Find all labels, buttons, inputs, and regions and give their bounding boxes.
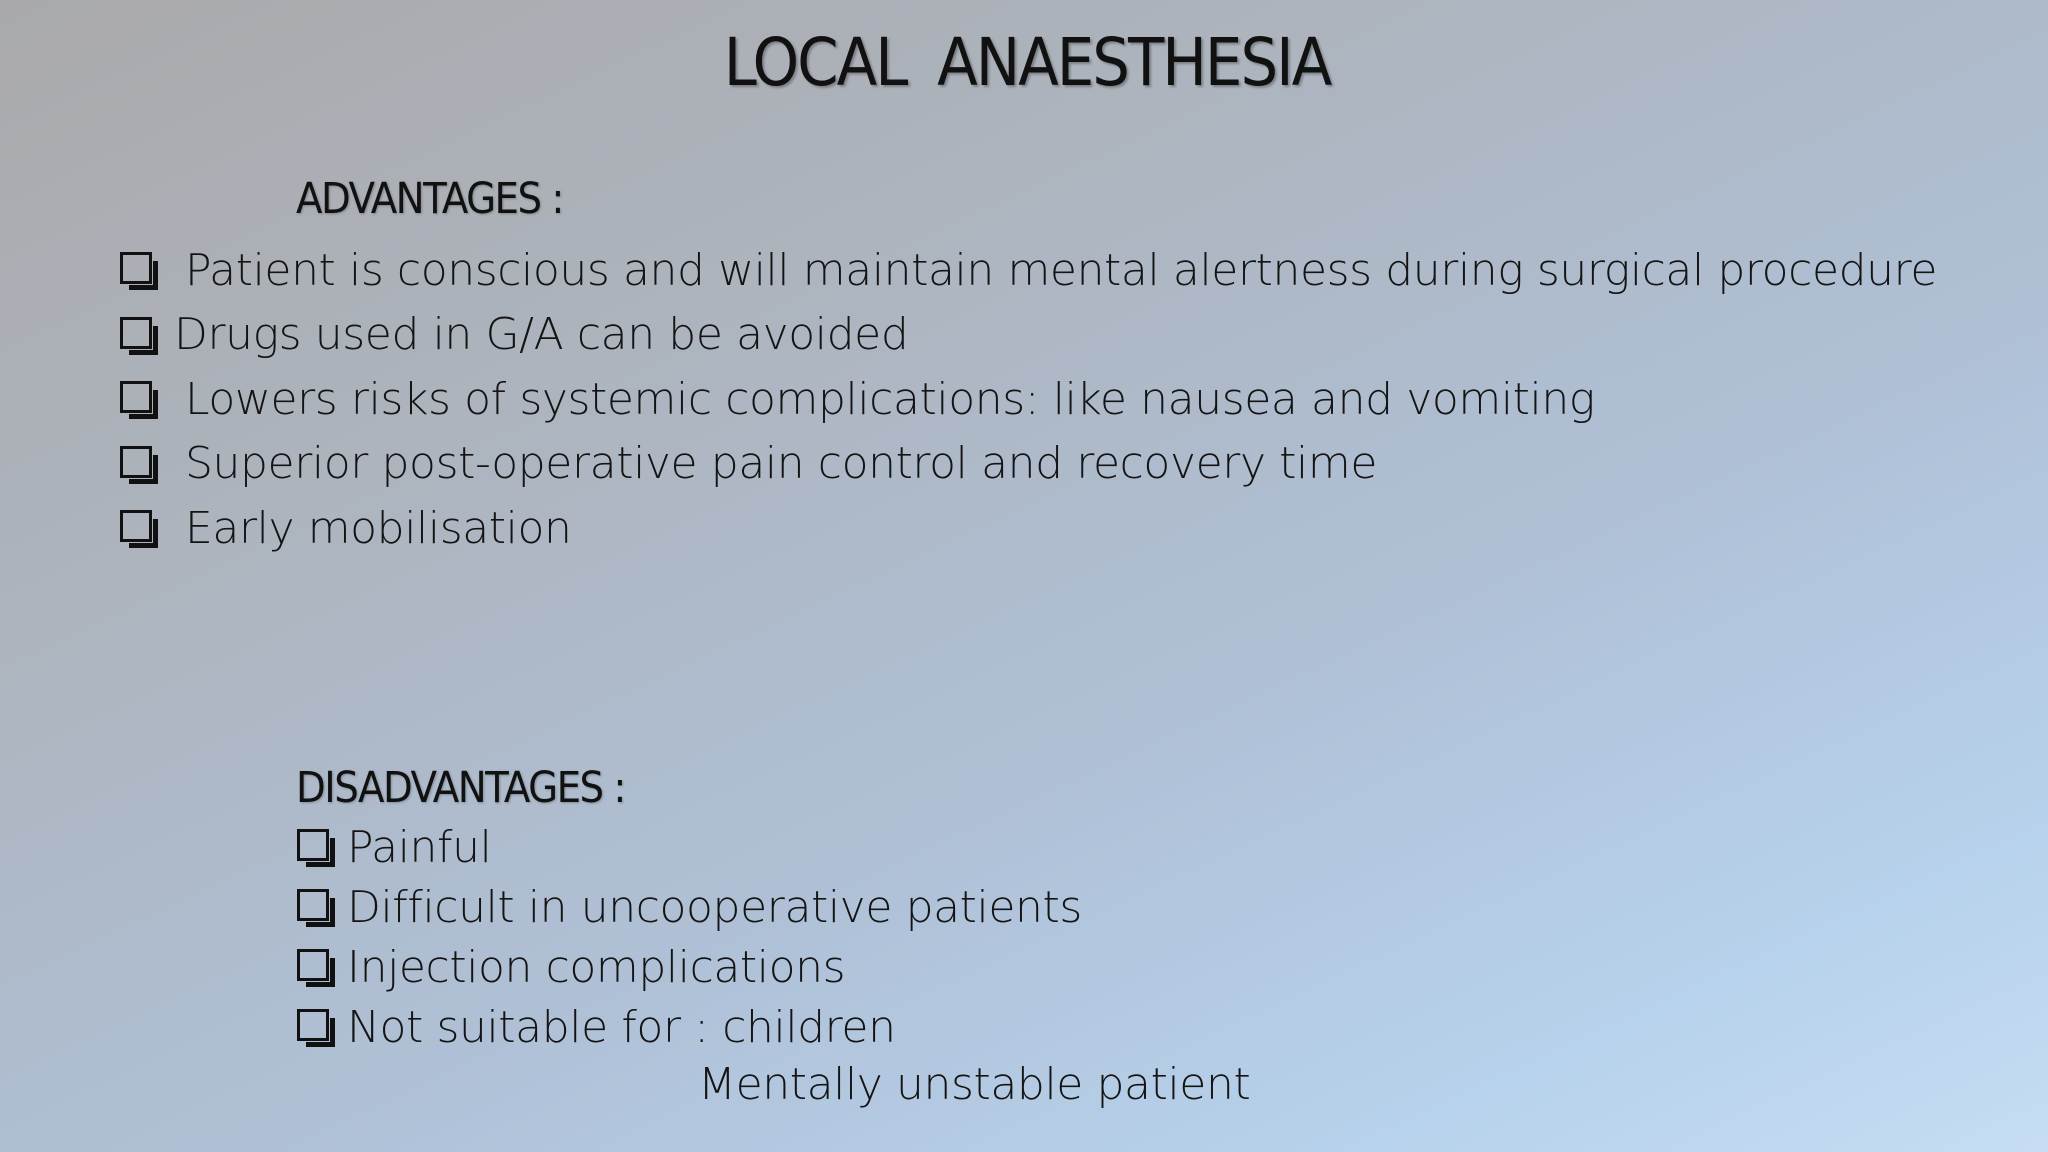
advantages-heading: ADVANTAGES : bbox=[296, 174, 563, 224]
advantages-item-text: Early mobilisation bbox=[185, 502, 572, 554]
advantages-item-text: Drugs used in G/A can be avoided bbox=[174, 309, 909, 361]
disadvantages-item-text: Not suitable for : children bbox=[347, 1001, 896, 1053]
disadvantages-item bbox=[297, 997, 1082, 1057]
advantages-item bbox=[120, 238, 1937, 303]
checkbox-square-icon bbox=[297, 1009, 329, 1041]
advantages-item bbox=[120, 303, 1937, 368]
advantages-item bbox=[120, 432, 1937, 497]
checkbox-square-icon bbox=[120, 252, 152, 284]
checkbox-square-icon bbox=[120, 317, 152, 349]
disadvantages-item-text: Painful bbox=[347, 821, 492, 873]
advantages-item-text: Lowers risks of systemic complications: like nausea and vomiting bbox=[185, 373, 1595, 425]
disadvantages-item bbox=[297, 817, 1082, 877]
advantages-item-text: Superior post-operative pain control and recovery time bbox=[185, 438, 1377, 490]
advantages-item bbox=[120, 496, 1937, 561]
disadvantages-list bbox=[297, 817, 1082, 1057]
checkbox-square-icon bbox=[297, 889, 329, 921]
checkbox-square-icon bbox=[120, 381, 152, 413]
advantages-item bbox=[120, 367, 1937, 432]
disadvantages-heading: DISADVANTAGES : bbox=[296, 763, 625, 813]
checkbox-square-icon bbox=[120, 446, 152, 478]
checkbox-square-icon bbox=[120, 510, 152, 542]
checkbox-square-icon bbox=[297, 949, 329, 981]
slide-title: LOCAL ANAESTHESIA bbox=[723, 24, 1331, 101]
checkbox-square-icon bbox=[297, 829, 329, 861]
disadvantages-item-text: Injection complications bbox=[347, 941, 846, 993]
disadvantages-item bbox=[297, 877, 1082, 937]
advantages-list bbox=[120, 238, 1937, 561]
disadvantages-continuation-text: Mentally unstable patient bbox=[698, 1059, 1251, 1110]
disadvantages-item bbox=[297, 937, 1082, 997]
advantages-item-text: Patient is conscious and will maintain mental alertness during surgical procedure bbox=[185, 244, 1938, 296]
disadvantages-item-text: Difficult in uncooperative patients bbox=[347, 881, 1082, 933]
